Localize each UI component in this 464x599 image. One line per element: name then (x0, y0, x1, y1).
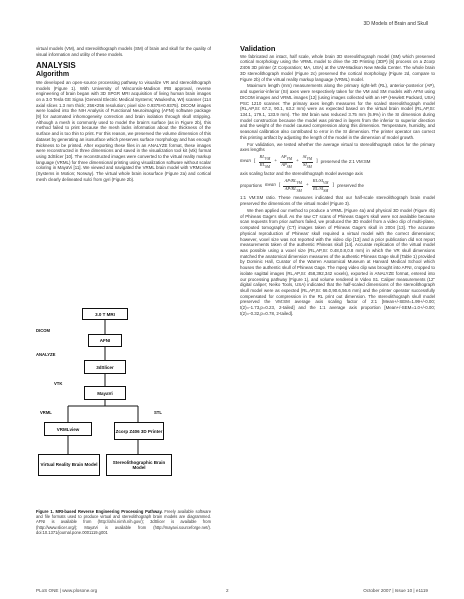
vrmlview-box: VRMLview (44, 422, 92, 436)
algorithm-heading: Algorithm (36, 71, 70, 79)
mri-box: 3.0 T MRI (82, 308, 128, 320)
validation-paragraph-4: axis scaling factor and the stereolithograph model average axis (240, 171, 363, 177)
equation-2-head: proportions (240, 183, 262, 189)
left-column (36, 46, 211, 184)
footer-page-number: 2 (226, 588, 229, 593)
vr-model-box: Virtual Reality Brain Model (38, 454, 100, 476)
analysis-heading: ANALYSIS (36, 61, 76, 71)
stl-label: STL (154, 410, 162, 415)
validation-paragraph-3: For validation, we tested whether the average virtual to stereolithograph ratios for the primary axes lengths (240, 141, 435, 153)
footer-journal: PLoS ONE | www.plosone.org (36, 588, 98, 593)
intro-paragraph: virtual models (VM), and stereolithograph models (SM) of brain and skull for the quality of visual information and utility of these models. (36, 46, 211, 57)
validation-heading: Validation (240, 44, 276, 53)
caption-title: Figure 1. MRI-based Reverse Engineering Processing Pathway. (36, 509, 163, 514)
algorithm-paragraph: We developed an open-source processing pathway to visualize VR and stereolithograph models (Figure 1). With University of Wisconsin-Madison IRB approval, reverse engineering of brain began with 3D SPGR MRI acquisition of living human brain images on a 3.0 Tesla GE Signa (General Electric Medical Systems; Waukesha, WI) scanner (114 axial slices 1.3 mm thick; 256×256 resolution; pixel size 0.9375×0.9375). DICOM images were loaded into the NIH Analysis of Functional Neuroimaging (AFNI) software package [9] for automated inhomogeneity correction and brain isolation through skull stripping. Although a mesh is commonly used to model the brain's surface (as in Figure 2b), this method failed to print because the mesh lacks information about the thickness of the surface and is too thin to print. For this reason, we preserved the volume dimension of this dataset by generating an isosurface which preserves surface morphology and has enough thickness to be printed. After exporting these files in an ANALYZE format, these images were reconstructed in three dimensions and saved in the visualization tool kit (vtk) format using 3dSlicer [10]. The reconstructed images were converted to the virtual reality markup language (VRML) for three dimensional printing using visualization software without scalar coloring in MayaVi [11]. We viewed and navigated the VRML brain model with VRMLView (Systems in Motion; Norway). The virtual whole brain isosurface (Figure 2a) and cortical mesh clearly delineated sulci from gyri (Figure 2b). (36, 79, 212, 182)
validation-paragraph-5: 1:1 VM:SM ratio. These measures indicated that our half-scale stereolithograph brain model preserved the dimensions of the virtual model (Figure 3). (240, 195, 435, 207)
analyze-label: ANALYZE (36, 352, 56, 357)
stereo-model-box: Stereolithographic Brain Model (106, 454, 172, 476)
validation-paragraph-1: We fabricated an intact, half scale, whole brain 3D stereolithograph model (SM) which preserved cortical morphology using the VRML model to drive the 3D Printing (3DP) [6] process on a Zcorp Z406 3D printer (Z Corporation; MA, USA) at the UW-Madison New Media Center. The whole brain 3D stereolithograph model (Figure 2c) preserved the cortical morphology (Figure 2d, compare to Figure 2b) of the virtual reality markup language (VRML) model. (240, 53, 435, 82)
equation-1-tail: preserved the 2:1 VM:SM (320, 159, 371, 165)
footer-issue: October 2007 | Issue 10 | e1119 (363, 588, 428, 593)
caption-text: Freely available software and file formats used to produce virtual and stereolithograph brain models are diagrammed. AFNI is available from (http://afni.nimh.nih.gov/); 3dSlicer is available from (http://www.slicer.org/); MayaVi is available from (http://mayavi.sourceforge.net/). doi:10.1371/journal.pone.0001119.g001 (36, 509, 212, 535)
vtk-label: VTK (54, 381, 63, 386)
vrml-label: VRML (40, 410, 52, 415)
running-head: 3D Models of Brain and Skull (363, 21, 428, 27)
validation-paragraph-6: We then applied our method to produce a VRML (Figure 4a) and physical 3D model (Figure 4b) of Phineas Gage's skull. As the raw CT scans of Phineas Gage's skull were not available because scan requests from prior authors failed, we produced the 3D model from a video clip of multi-plane, computed tomography (CT) images taken of Phineas Gage's skull in 2004 [13]. The accurate physical reproduction of Phineas' skull required a virtual model with the correct dimensions; however, voxel size was not reported with the video clip [13] and a prior publication did not report measurements taken of the authentic Phineas skull [14]. Accurate replication of the virtual model was possible using a voxel size (RL,AP,SI: 0.48,0.8,0.8 mm) in which the VR skull dimensions matched the anatomical dimension measures of the authentic Phineas Gage skull (Table 1) provided by Dominic Hall, Curator of the Warren Anatomical Museum at Harvard Medical School which houses the authentic skull of Phineas Gage. The mpeg video clip was brought into AFNI, cropped to isolate sagittal images (RL,AP,SI: 458,392,342 voxels), exported in ANALYZE format, entered into our processing pathway (Figure 1), and volume rendered in Video S1. Caliper measurements (12" digital caliper; Neiko Tools, USA) indicated that the half-scaled dimensions of the stereolithograph skull model were as expected (RL,AP,SI: 66.0,90.6,56.6 mm) and the printer operator successfully compensated for compression in the RL print out dimension. The stereolithograph skull model preserved the VM:SM average axis scaling factor of 2:1 [Mean+/-SEM=1.99+/-0.00; t(2)=-1.73,p=0.23, 2-tailed] and the 1:1 average axis proportion [Mean+/-SEM=1.0+/-0.00; t(2)=-0.32,p=0.78, 2-tailed]. (240, 208, 436, 316)
figure-1-flowchart (36, 302, 211, 497)
mayavi-box: MayaVi (84, 386, 126, 400)
equation-2-tail: preserved the (337, 183, 364, 189)
equation-scaling: mean [ $\frac{RL_{VM}}{RL_{SM}}$ + $\frac{AP_{VM}}{AP_{SM}}$ + $\frac{SI_{VM}}{SI_{SM}}$ ] preserved the 2:1 VM:SM (240, 154, 371, 169)
slicer-box: 3dSlicer (84, 360, 126, 374)
right-column (240, 46, 435, 318)
zcorp-box: Zcorp Z406 3D Printer (114, 422, 164, 440)
validation-paragraph-2: Maximum length (mm) measurements along the primary right-left (RL), anterior-posterior (AP), and superior-inferior (SI) axes were respectively taken for the VM and SM models with AFNI using DICOM images and VRML images [12] (using images collected with an HP (Hewlett Packard, USA) PSC 1210 scanner. The primary axes length measures for the scaled stereolithograph model (RL,AP,SI: 67.2, 90.1, 63.2 mm) were as expected based on the virtual brain model (RL,AP,SI: 134.1, 179.1, 133.9 mm). The SM brain was reduced 3.75 mm (5.9%) in the SI dimension during model construction because the model was printed in layers from the inferior to superior direction and the weight of the model caused compression along this dimension. Temperature, humidity, and seasonal calibration also contributed to error in the SI dimension. The printer operator can correct this printing artifact by adjusting the length of the model in the dimension of model growth. (240, 83, 435, 140)
equation-proportions: proportions mean [ $\frac{AP/RL_{VM}}{AP/RL_{SM}}$ + $\frac{RL/SI_{VM}}{RL/SI_{SM}}$ ] preserved the (240, 178, 364, 193)
dicom-label: DICOM (36, 328, 50, 333)
figure-1-caption (36, 509, 211, 535)
afni-box: AFNI (88, 334, 122, 347)
